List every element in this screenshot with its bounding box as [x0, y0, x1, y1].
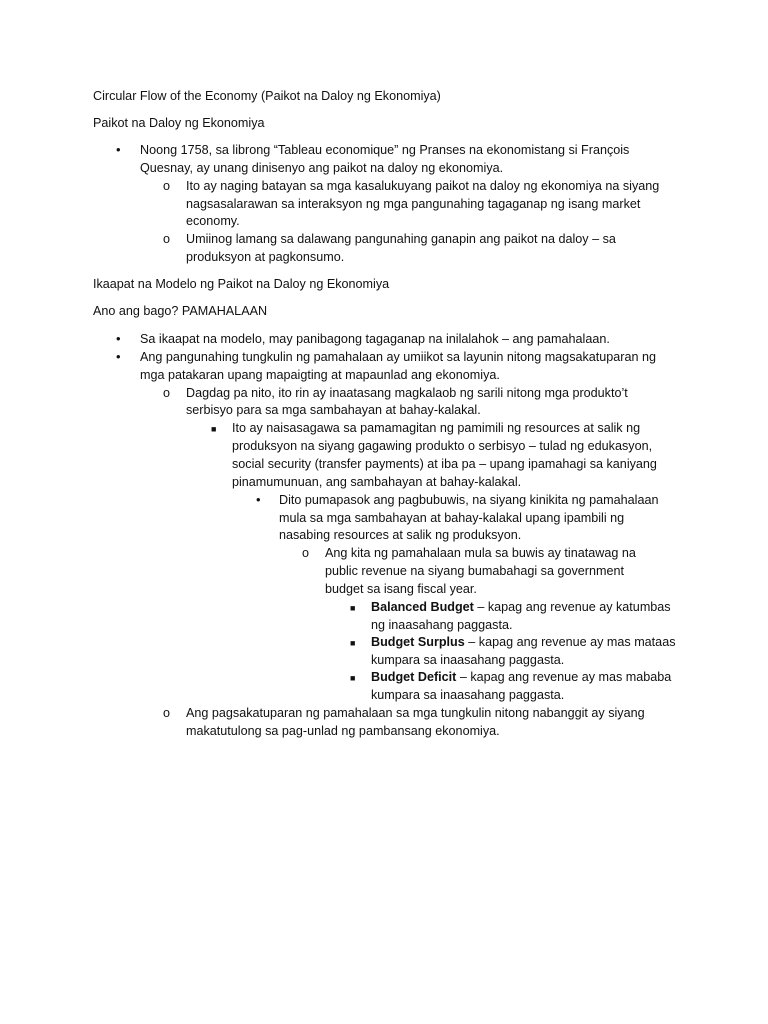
paragraph-line: Dito pumapasok ang pagbubuwis, na siyang kinikita ng pamahalaan — [279, 493, 659, 507]
paragraph-line: nagsasalarawan sa interaksyon ng mga pangunahing tagaganap ng isang market — [186, 197, 641, 211]
definition-text: – kapag ang revenue ay mas mataas — [464, 635, 676, 649]
term-budget-surplus: Budget Surplus — [371, 635, 465, 649]
paragraph-line — [371, 669, 671, 687]
definition-text: – kapag ang revenue ay katumbas — [473, 600, 671, 614]
bullet-dot: • — [116, 349, 121, 364]
term-balanced-budget: Balanced Budget — [371, 600, 474, 614]
term-budget-deficit: Budget Deficit — [371, 670, 457, 684]
paragraph-line — [371, 599, 671, 617]
bullet-square: ■ — [350, 603, 356, 613]
section-heading-ikaapat: Ikaapat na Modelo ng Paikot na Daloy ng Ekonomiya — [93, 277, 390, 291]
bullet-square: ■ — [350, 673, 356, 683]
bullet-circle: o — [163, 179, 171, 193]
definition-text: – kapag ang revenue ay mas mababa — [456, 670, 672, 684]
bullet-circle: o — [163, 386, 171, 400]
paragraph-line: kumpara sa inaasahang paggasta. — [371, 653, 565, 667]
bullet-dot: • — [256, 492, 261, 507]
paragraph-line: social security (transfer payments) at iba pa – upang ipamahagi sa kaniyang — [232, 457, 657, 471]
bullet-circle: o — [163, 232, 171, 246]
paragraph-line: mula sa mga sambahayan at bahay-kalakal upang ipambili ng — [279, 511, 625, 525]
paragraph-line: Ang kita ng pamahalaan mula sa buwis ay tinatawag na — [325, 546, 636, 560]
paragraph-line: mga patakaran upang mapaigting at mapaunlad ang ekonomiya. — [140, 368, 500, 382]
paragraph-line: produksyon na siyang gagawing produkto o serbisyo – tulad ng edukasyon, — [232, 439, 653, 453]
paragraph-line: Quesnay, ay unang dinisenyo ang paikot na daloy ng ekonomiya. — [140, 161, 504, 175]
paragraph-line: produksyon at pagkonsumo. — [186, 250, 345, 264]
bullet-square: ■ — [211, 424, 217, 434]
paragraph-line: Ito ay naging batayan sa mga kasalukuyang paikot na daloy ng ekonomiya na siyang — [186, 179, 660, 193]
section-heading-ano-ang-bago: Ano ang bago? PAMAHALAAN — [93, 304, 268, 318]
paragraph-line — [371, 634, 676, 652]
paragraph-line: Umiinog lamang sa dalawang pangunahing ganapin ang paikot na daloy – sa — [186, 232, 616, 246]
paragraph-line: kumpara sa inaasahang paggasta. — [371, 688, 565, 702]
paragraph-line: ng inaasahang paggasta. — [371, 618, 513, 632]
document-title: Circular Flow of the Economy (Paikot na Daloy ng Ekonomiya) — [93, 89, 441, 103]
paragraph-line: makatutulong sa pag-unlad ng pambansang ekonomiya. — [186, 724, 500, 738]
paragraph-line: budget sa isang fiscal year. — [325, 582, 477, 596]
paragraph-line: serbisyo para sa mga sambahayan at bahay-kalakal. — [186, 403, 481, 417]
paragraph-line: Dagdag pa nito, ito rin ay inaatasang magkalaob ng sarili nitong mga produkto’t — [186, 386, 628, 400]
bullet-dot: • — [116, 331, 121, 346]
bullet-circle: o — [163, 706, 171, 720]
paragraph-line: Sa ikaapat na modelo, may panibagong tagaganap na inilalahok – ang pamahalaan. — [140, 332, 610, 346]
bullet-dot: • — [116, 142, 121, 157]
paragraph-line: Noong 1758, sa librong “Tableau economique” ng Pranses na ekonomistang si François — [140, 143, 630, 157]
paragraph-line: public revenue na siyang bumabahagi sa government — [325, 564, 624, 578]
section-heading-paikot: Paikot na Daloy ng Ekonomiya — [93, 116, 265, 130]
paragraph-line: nasabing resources at salik ng produksyon. — [279, 528, 522, 542]
paragraph-line: Ito ay naisasagawa sa pamamagitan ng pamimili ng resources at salik ng — [232, 421, 641, 435]
bullet-circle: o — [302, 546, 310, 560]
paragraph-line: pinamumunuan, ang sambahayan at bahay-kalakal. — [232, 475, 522, 489]
bullet-square: ■ — [350, 638, 356, 648]
paragraph-line: economy. — [186, 214, 240, 228]
paragraph-line: Ang pagsakatuparan ng pamahalaan sa mga tungkulin nitong nabanggit ay siyang — [186, 706, 645, 720]
paragraph-line: Ang pangunahing tungkulin ng pamahalaan ay umiikot sa layunin nitong magsakatuparan ng — [140, 350, 657, 364]
